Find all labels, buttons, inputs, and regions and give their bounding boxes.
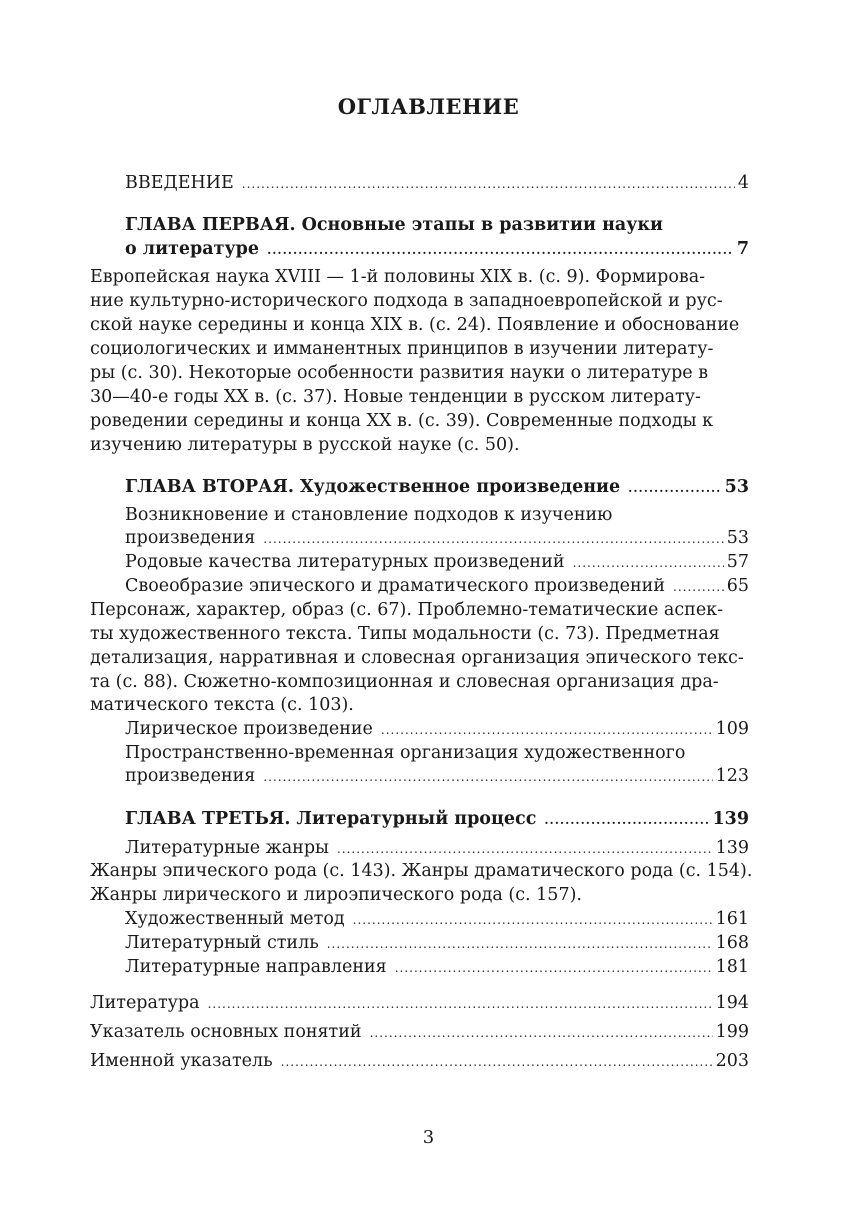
entry-page: 53 — [724, 477, 749, 497]
leader-dots — [263, 766, 712, 788]
entry-label: Родовые качества литературных произведений — [125, 552, 565, 572]
entry-label: Литературные жанры — [125, 838, 329, 858]
entry-page: 53 — [726, 528, 749, 548]
entry-page: 203 — [715, 1051, 749, 1071]
leader-dots — [242, 173, 735, 195]
leader-dots — [395, 957, 713, 979]
leader-dots — [267, 239, 734, 261]
entry-page: 139 — [715, 838, 749, 858]
chapter2-summary-line: ты художественного текста. Типы модальности (с. 73). Предметная — [90, 624, 720, 644]
toc-entry-chapter3-section4[interactable] — [125, 956, 749, 979]
chapter2-summary-line: та (с. 88). Сюжетно-композиционная и словесная организация дра- — [90, 672, 719, 692]
toc-entry-chapter2-section1[interactable] — [125, 527, 749, 550]
leader-dots — [353, 909, 713, 931]
toc-entry-chapter2-section5[interactable] — [125, 765, 749, 788]
chapter2-section5-line1[interactable]: Пространственно-временная организация художественного — [125, 743, 686, 763]
chapter2-summary-line: матического текста (с. 103). — [90, 695, 354, 715]
chapter1-heading-line1[interactable]: ГЛАВА ПЕРВАЯ. Основные этапы в развитии науки — [125, 215, 664, 235]
leader-dots — [281, 1051, 713, 1073]
entry-label: произведения — [125, 528, 256, 548]
entry-label: Литература — [90, 993, 200, 1013]
entry-page: 123 — [715, 766, 749, 786]
chapter1-summary-line: изучению литературы в русской науке (с. 50). — [90, 435, 520, 455]
entry-label: Указатель основных понятий — [90, 1022, 362, 1042]
entry-label: ГЛАВА ВТОРАЯ. Художественное произведение — [125, 477, 621, 497]
entry-page: 65 — [726, 576, 749, 596]
chapter2-summary-line: детализация, нарративная и словесная организация эпического текс- — [90, 648, 744, 668]
entry-page: 57 — [726, 552, 749, 572]
entry-page: 161 — [715, 909, 749, 929]
toc-entry-chapter3-section2[interactable] — [125, 908, 749, 931]
leader-dots — [208, 993, 713, 1015]
chapter1-summary-line: социологических и имманентных принципов в изучении литерату- — [90, 339, 714, 359]
entry-page: 4 — [737, 173, 749, 193]
page-title: ОГЛАВЛЕНИЕ — [337, 94, 520, 119]
toc-entry-chapter2-section2[interactable] — [125, 551, 749, 574]
toc-entry-chapter2-section4[interactable] — [125, 718, 749, 741]
chapter1-summary-line: ры (с. 30). Некоторые особенности развития науки о литературе в — [90, 363, 709, 383]
entry-page: 139 — [712, 809, 749, 829]
toc-entry-intro[interactable] — [125, 172, 749, 195]
chapter1-summary-line: ние культурно-исторического подхода в западноевропейской и рус- — [90, 291, 723, 311]
entry-page: 168 — [715, 933, 749, 953]
toc-entry-chapter3[interactable] — [125, 808, 749, 831]
chapter1-summary-line: ской науке середины и конца XIX в. (с. 24). Появление и обоснование — [90, 315, 740, 335]
toc-entry-chapter2[interactable] — [125, 476, 749, 499]
entry-page: 194 — [715, 993, 749, 1013]
chapter2-summary-line: Персонаж, характер, образ (с. 67). Проблемно-тематические аспек- — [90, 600, 724, 620]
entry-label: Литературный стиль — [125, 933, 319, 953]
entry-label: Лирическое произведение — [125, 719, 373, 739]
entry-label: о литературе — [125, 239, 260, 259]
chapter2-section1-line1[interactable]: Возникновение и становление подходов к изучению — [125, 505, 613, 525]
leader-dots — [337, 838, 713, 860]
chapter1-summary-line: 30—40-е годы XX в. (с. 37). Новые тенденции в русском литерату- — [90, 387, 701, 407]
toc-entry-chapter1[interactable] — [125, 238, 749, 261]
entry-label: Художественный метод — [125, 909, 345, 929]
entry-label: произведения — [125, 766, 256, 786]
toc-entry-chapter2-section3[interactable] — [125, 575, 749, 598]
chapter1-summary-line: роведении середины и конца XX в. (с. 39). Современные подходы к — [90, 411, 714, 431]
leader-dots — [544, 809, 709, 831]
toc-entry-chapter3-section1[interactable] — [125, 837, 749, 860]
chapter3-summary-line: Жанры лирического и лироэпического рода (с. 157). — [90, 885, 582, 905]
leader-dots — [381, 719, 713, 741]
entry-page: 7 — [736, 239, 749, 259]
leader-dots — [327, 933, 713, 955]
entry-page: 199 — [715, 1022, 749, 1042]
chapter3-summary-line: Жанры эпического рода (с. 143). Жанры драматического рода (с. 154). — [90, 861, 753, 881]
toc-entry-name-index[interactable] — [90, 1050, 749, 1073]
toc-entry-bibliography[interactable] — [90, 992, 749, 1015]
entry-page: 109 — [715, 719, 749, 739]
chapter1-summary-line: Европейская наука XVIII — 1-й половины XIX в. (с. 9). Формирова- — [90, 267, 706, 287]
leader-dots — [370, 1022, 713, 1044]
entry-label: Своеобразие эпического и драматического произведений — [125, 576, 666, 596]
leader-dots — [628, 477, 721, 499]
leader-dots — [573, 552, 724, 574]
entry-label: ВВЕДЕНИЕ — [125, 173, 234, 193]
page-number: 3 — [422, 1127, 435, 1148]
entry-label: Литературные направления — [125, 957, 387, 977]
entry-label: ГЛАВА ТРЕТЬЯ. Литературный процесс — [125, 809, 537, 829]
entry-page: 181 — [715, 957, 749, 977]
toc-entry-chapter3-section3[interactable] — [125, 932, 749, 955]
leader-dots — [673, 576, 724, 598]
leader-dots — [263, 528, 723, 550]
toc-entry-subject-index[interactable] — [90, 1021, 749, 1044]
entry-label: Именной указатель — [90, 1051, 273, 1071]
